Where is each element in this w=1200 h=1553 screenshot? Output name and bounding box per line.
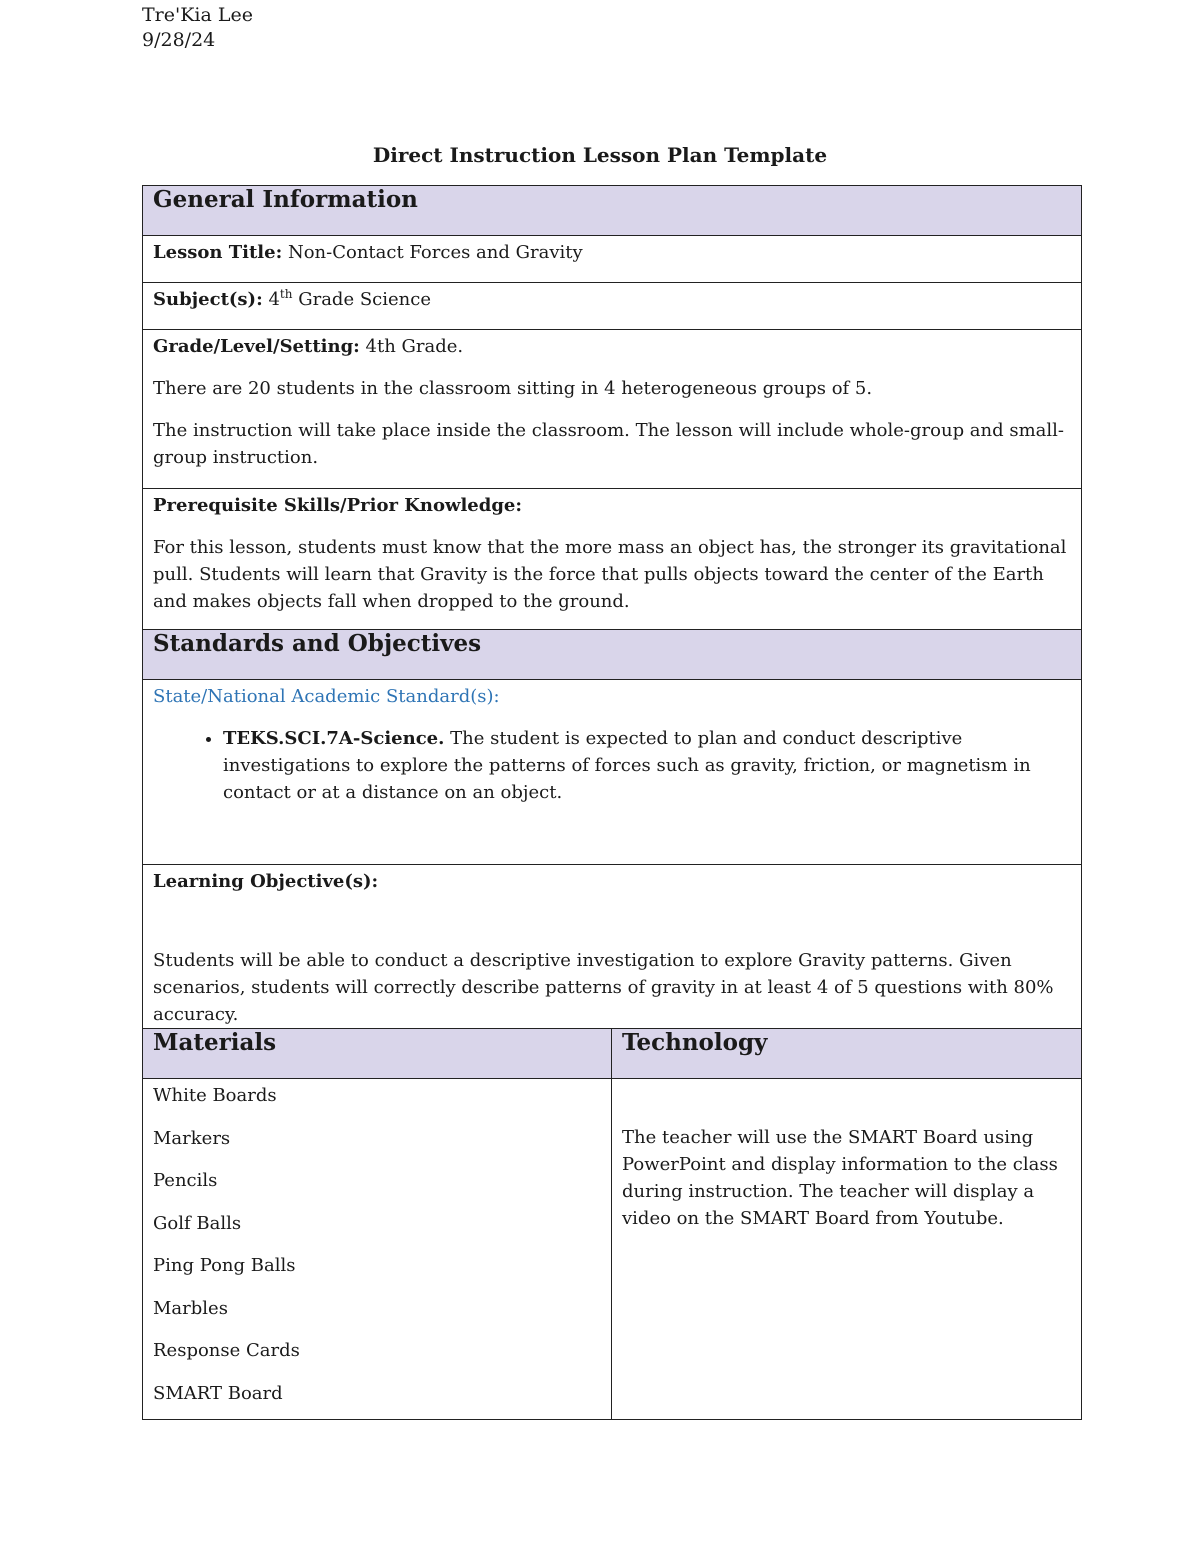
material-item: Ping Pong Balls xyxy=(153,1255,296,1276)
objective-label: Learning Objective(s): xyxy=(153,871,379,892)
document-title: Direct Instruction Lesson Plan Template xyxy=(372,143,828,167)
grade-value: 4th Grade. xyxy=(365,336,464,357)
material-item: Pencils xyxy=(153,1170,218,1191)
lesson-title-cell xyxy=(143,236,1082,283)
subject-cell xyxy=(143,283,1082,330)
material-item: White Boards xyxy=(153,1085,277,1106)
lesson-title-row xyxy=(143,236,1082,283)
lesson-title-label: Lesson Title: xyxy=(153,242,283,263)
subject-row xyxy=(143,283,1082,330)
lesson-title-value: Non-Contact Forces and Gravity xyxy=(287,242,583,263)
class-size-text: There are 20 students in the classroom sitting in 4 heterogeneous groups of 5. xyxy=(153,378,873,399)
general-info-heading: General Information xyxy=(143,186,1082,236)
teks-code: TEKS.SCI.7A-Science. xyxy=(223,728,445,749)
academic-standard-cell xyxy=(143,680,1082,865)
prerequisite-label: Prerequisite Skills/Prior Knowledge: xyxy=(153,495,523,516)
lesson-plan-table xyxy=(142,185,1082,1420)
material-item: Golf Balls xyxy=(153,1212,242,1234)
prerequisite-text: For this lesson, students must know that the more mass an object has, the stronger its gravitational pull. Students will learn that Gravity is the force that pulls objects toward the center of the Earth and makes objects fall when dropped to the ground. xyxy=(153,537,1067,612)
teks-text: The student is expected to plan and conduct descriptive investigations to explore the patterns of forces such as gravity, friction, or magnetism in contact or at a distance on an object. xyxy=(223,728,1031,803)
grade-level-setting-cell xyxy=(143,330,1082,489)
prerequisite-row xyxy=(143,489,1082,630)
standards-header-row xyxy=(143,630,1082,680)
technology-heading: Technology xyxy=(612,1029,1082,1079)
material-item: SMART Board xyxy=(153,1382,283,1404)
standards-heading: Standards and Objectives xyxy=(143,630,1082,680)
general-info-header-row xyxy=(143,186,1082,236)
grade-label: Grade/Level/Setting: xyxy=(153,336,360,357)
objective-text: Students will be able to conduct a descriptive investigation to explore Gravity patterns. Given scenarios, students will correctly describe patterns of gravity in at least 4 of 5 questions with 80% accuracy. xyxy=(153,950,1054,1025)
author-date: 9/28/24 xyxy=(142,29,216,51)
instruction-setting-text: The instruction will take place inside the classroom. The lesson will include whole-group and small-group instruction. xyxy=(153,420,1065,468)
author-block xyxy=(142,3,253,53)
materials-heading: Materials xyxy=(143,1029,612,1079)
materials-technology-row xyxy=(143,1079,1082,1420)
subject-label: Subject(s): xyxy=(153,289,263,310)
standards-list xyxy=(153,725,1071,806)
technology-cell xyxy=(612,1079,1082,1420)
grade-level-setting-row xyxy=(143,330,1082,489)
subject-value: 4th Grade Science xyxy=(268,287,431,310)
standard-item xyxy=(223,725,1071,806)
prerequisite-cell xyxy=(143,489,1082,630)
material-item: Response Cards xyxy=(153,1340,300,1361)
learning-objective-row xyxy=(143,865,1082,1029)
academic-standard-row xyxy=(143,680,1082,865)
material-item: Marbles xyxy=(153,1297,228,1319)
author-name: Tre'Kia Lee xyxy=(142,4,253,26)
materials-technology-header-row xyxy=(143,1029,1082,1079)
materials-cell xyxy=(143,1079,612,1420)
standard-label: State/National Academic Standard(s): xyxy=(153,686,500,707)
material-item: Markers xyxy=(153,1127,231,1149)
learning-objective-cell xyxy=(143,865,1082,1029)
materials-list xyxy=(153,1082,601,1407)
technology-text: The teacher will use the SMART Board using PowerPoint and display information to the class during instruction. The teacher will display a video on the SMART Board from Youtube. xyxy=(622,1127,1058,1229)
